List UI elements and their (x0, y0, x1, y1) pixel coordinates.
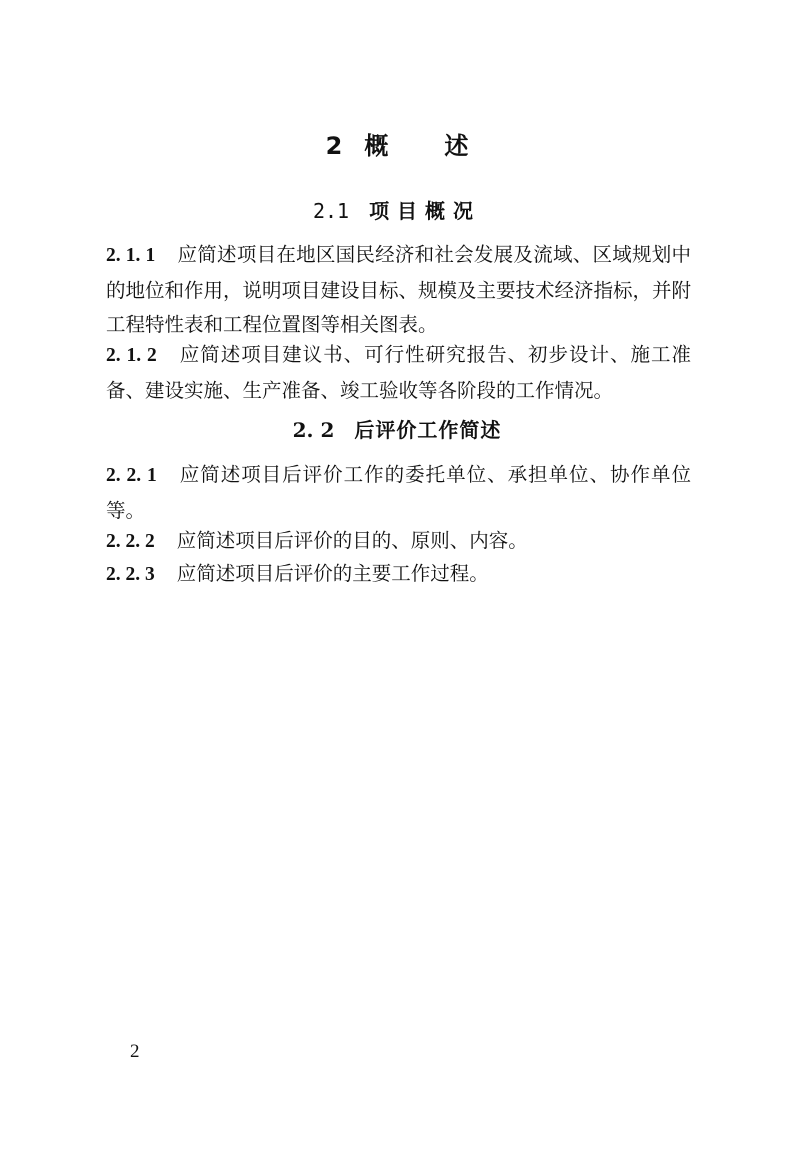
clause-2-2-1 (106, 458, 691, 528)
clause-number: 2. 1. 1 (106, 245, 156, 266)
chapter-title (0, 128, 794, 164)
clause-text: 应简述项目建议书、可行性研究报告、初步设计、施工准备、建设实施、生产准备、竣工验收等各阶段的工作情况。 (106, 343, 691, 402)
section-title-text: 后评价工作简述 (354, 418, 502, 442)
chapter-title-part1: 概 (364, 132, 389, 160)
clause-2-2-2 (106, 524, 691, 560)
section-number: 2.1 (312, 199, 350, 223)
clause-text: 应简述项目后评价工作的委托单位、承担单位、协作单位等。 (106, 463, 691, 522)
chapter-number: 2 (325, 132, 343, 160)
clause-2-2-3 (106, 557, 691, 593)
clause-text: 应简述项目后评价的主要工作过程。 (176, 562, 489, 585)
clause-text: 应简述项目在地区国民经济和社会发展及流域、区域规划中的地位和作用，说明项目建设目标、规模及主要技术经济指标，并附工程特性表和工程位置图等相关图表。 (106, 243, 692, 336)
section-number: 2. 2 (292, 418, 335, 442)
clause-2-1-1 (106, 238, 691, 343)
clause-number: 2. 2. 3 (106, 564, 155, 585)
clause-number: 2. 2. 2 (106, 531, 155, 552)
section-title-2-2 (0, 415, 794, 445)
section-title-text: 项目概况 (369, 199, 482, 223)
chapter-title-part2: 述 (444, 132, 469, 160)
clause-number: 2. 1. 2 (106, 345, 157, 366)
clause-text: 应简述项目后评价的目的、原则、内容。 (176, 529, 528, 552)
clause-2-1-2 (106, 338, 691, 408)
section-title-2-1 (0, 196, 794, 226)
page-number: 2 (130, 1041, 140, 1062)
clause-number: 2. 2. 1 (106, 465, 157, 486)
